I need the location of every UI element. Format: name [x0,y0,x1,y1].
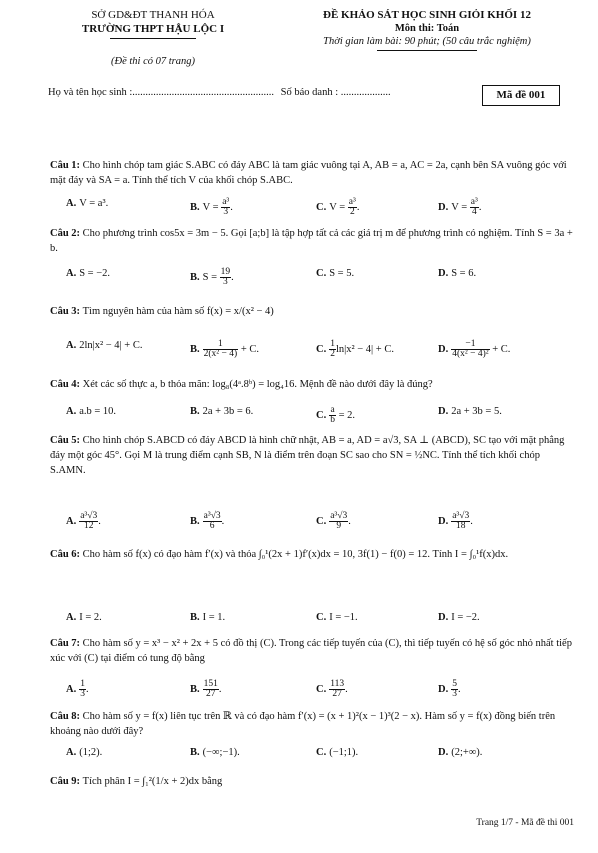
page-footer: Trang 1/7 - Mã đề thi 001 [476,818,574,828]
option-label: D. [438,683,449,695]
fraction-denominator: 2(x² − 4) [203,349,238,359]
answer-options-2 [66,268,576,286]
question-text: Tích phân I = ∫₁²(1/x + 2)dx bằng [82,776,223,787]
fraction-denominator: 27 [206,689,216,699]
question-9 [50,774,576,789]
option-fraction [348,198,357,217]
department-name: SỞ GD&ĐT THANH HÓA [91,9,215,21]
exam-code-box: Mã đề 001 [482,85,560,106]
option-prefix: S = [202,271,220,283]
header-divider-right [377,50,477,51]
answer-option-c[interactable] [316,340,394,359]
fraction-denominator: 4 [471,207,477,217]
option-suffix: = 2. [335,409,356,421]
option-fraction [329,680,345,699]
answer-option-b[interactable] [190,406,253,417]
question-8 [50,709,576,739]
option-label: C. [316,515,327,527]
fraction-denominator: 12 [83,521,94,531]
answer-options-6 [66,612,576,630]
answer-option-d[interactable] [438,512,473,531]
option-suffix: . [356,201,360,213]
option-fraction [470,198,479,217]
answer-option-a[interactable] [66,680,89,699]
option-label: C. [316,409,327,421]
option-text: I = −1. [329,612,358,623]
option-suffix: . [345,683,348,695]
question-text: Cho phương trình cos5x = 3m − 5. Gọi [a;b] là tập hợp tất cả các giá trị m để phương trình có nghiệm. Tính S = 3a + b. [50,228,573,254]
question-text: Cho hình chóp tam giác S.ABC có đáy ABC là tam giác vuông tại A, AB = a, AC = 2a, cạnh bên SA vuông góc với mặt đáy và SA = a. Tính thể tích V của khối chóp S.ABC. [50,160,567,186]
option-fraction [451,680,458,699]
question-label: Câu 1: [50,160,83,171]
fraction-denominator: 27 [332,689,342,699]
option-label: A. [66,683,77,695]
answer-option-d[interactable] [438,747,482,758]
answer-options-7 [66,680,576,698]
option-suffix: . [221,515,225,527]
option-text: 2ln|x² − 4| + C. [79,340,143,351]
answer-option-b[interactable] [190,680,222,699]
question-label: Câu 4: [50,379,83,390]
option-text: I = 2. [79,612,102,623]
option-suffix: . [348,515,351,527]
fraction-numerator: 19 [220,267,231,277]
option-text: (−∞;−1). [202,747,240,758]
fraction-denominator: 3 [452,689,457,699]
option-suffix: . [230,201,233,213]
question-text: Cho hàm số y = x³ − x² + 2x + 5 có đồ thị (C). Trong các tiếp tuyến của (C), thì tiếp tuyến có hệ số góc nhỏ nhất tiếp xúc với (C) tại điểm có tung độ bằng [50,638,572,664]
option-label: A. [66,268,77,279]
option-label: C. [316,683,327,695]
question-label: Câu 5: [50,435,83,446]
pages-note: (Đề thi có 07 trang) [111,56,195,67]
option-text: (−1;1). [329,747,359,758]
fraction-numerator: a³ [348,197,356,207]
option-fraction [220,268,232,287]
answer-option-a[interactable] [66,340,142,351]
fraction-numerator: 5 [452,679,457,689]
question-6 [50,547,576,562]
option-text: S = 5. [329,268,355,279]
fraction-denominator: b [330,415,335,425]
answer-option-d[interactable] [438,198,482,217]
answer-option-b[interactable] [190,340,259,359]
option-label: B. [190,747,200,758]
option-prefix: V = [329,201,348,213]
option-text: V = a³. [79,198,109,209]
option-text: (1;2). [79,747,103,758]
option-fraction [221,198,230,217]
option-fraction [329,512,348,531]
option-label: A. [66,198,77,209]
fraction-denominator: 3 [223,277,228,287]
school-name: TRƯỜNG THPT HẬU LỘC I [81,23,225,35]
option-label: D. [438,406,449,417]
option-label: A. [66,747,77,758]
fraction-denominator: 4(x² − 4)² [452,349,489,359]
option-text: S = −2. [79,268,111,279]
fraction-denominator: 3 [80,689,85,699]
option-label: D. [438,515,449,527]
option-label: B. [190,271,200,283]
answer-option-b[interactable] [190,747,240,758]
option-label: C. [316,747,327,758]
answer-option-c[interactable] [316,268,354,279]
question-text: Cho hình chóp S.ABCD có đáy ABCD là hình chữ nhật, AB = a, AD = a√3, SA ⊥ (ABCD), SC tạo với mặt phẳng đáy một góc 45°. Gọi M là trung điểm cạnh SB, N là điểm trên đoạn SC sao cho SN = ½NC. Tính thể tích khối chóp S.AMN. [50,435,565,476]
fraction-numerator: a³ [222,197,230,207]
student-info [48,87,488,98]
question-2 [50,226,576,256]
option-label: D. [438,612,449,623]
question-label: Câu 3: [50,306,83,317]
fraction-denominator: 9 [336,521,342,531]
option-fraction [451,512,470,531]
answer-option-a[interactable] [66,512,101,531]
answer-option-d[interactable] [438,268,476,279]
fraction-numerator: 1 [330,339,335,349]
answer-option-c[interactable] [316,198,360,217]
option-label: C. [316,268,327,279]
answer-option-a[interactable] [66,612,102,623]
fraction-numerator: 113 [330,679,345,689]
question-label: Câu 8: [50,711,83,722]
option-label: C. [316,343,327,355]
option-label: C. [316,612,327,623]
fraction-numerator: 1 [203,340,239,350]
fraction-numerator: 1 [80,679,85,689]
option-label: B. [190,515,200,527]
answer-option-a[interactable] [66,406,116,417]
answer-option-c[interactable] [316,406,355,425]
question-label: Câu 2: [50,228,83,239]
option-suffix: . [231,271,234,283]
option-label: B. [190,612,200,623]
fraction-denominator: 2 [330,349,335,359]
answer-option-b[interactable] [190,612,225,623]
fraction-numerator: a³√3 [203,511,221,521]
option-prefix: V = [451,201,470,213]
question-text: Tìm nguyên hàm của hàm số f(x) = x/(x² − 4) [82,306,274,317]
option-suffix: + C. [489,343,511,355]
fraction-numerator: a³√3 [330,511,348,521]
option-suffix: . [470,515,473,527]
option-suffix: ln|x² − 4| + C. [335,343,394,355]
answer-options-1 [66,198,576,216]
option-label: D. [438,268,449,279]
answer-option-d[interactable] [438,406,502,417]
subject: Môn thi: Toán [394,23,460,34]
header-left [48,8,258,39]
option-suffix: . [457,683,461,695]
option-label: A. [66,406,77,417]
answer-option-b[interactable] [190,198,233,217]
fraction-denominator: 3 [223,207,229,217]
option-suffix: + C. [238,343,259,355]
option-text: I = −2. [451,612,480,623]
answer-options-4 [66,406,576,424]
answer-options-8 [66,747,576,765]
fraction-denominator: 6 [209,521,215,531]
option-text: I = 1. [202,612,226,623]
student-id-label: Số báo danh : ................... [280,87,391,98]
header-divider-left [110,38,196,39]
answer-option-c[interactable] [316,747,358,758]
answer-option-c[interactable] [316,680,348,699]
option-label: C. [316,201,327,213]
answer-options-3 [66,340,576,358]
duration: Thời gian làm bài: 90 phút; (50 câu trắc nghiệm) [323,36,531,47]
question-7 [50,636,576,666]
question-label: Câu 7: [50,638,83,649]
option-prefix: V = [202,201,222,213]
option-fraction [203,680,219,699]
fraction-numerator: a³√3 [452,511,470,521]
question-text: Xét các số thực a, b thỏa mãn: log₈(4ᵃ.8ᵇ) = log₄16. Mệnh đề nào dưới đây là đúng? [82,379,433,390]
question-label: Câu 6: [50,549,83,560]
option-text: 2a + 3b = 6. [202,406,254,417]
answer-option-c[interactable] [316,612,358,623]
option-label: B. [190,343,200,355]
exam-title: ĐỀ KHẢO SÁT HỌC SINH GIỎI KHỐI 12 [323,9,531,21]
fraction-numerator: a³ [470,197,478,207]
option-label: B. [190,683,200,695]
option-suffix: . [98,515,101,527]
answer-option-d[interactable] [438,340,510,359]
option-suffix: . [218,683,222,695]
option-text: (2;+∞). [451,747,483,758]
option-text: a.b = 10. [79,406,117,417]
fraction-denominator: 2 [349,207,355,217]
option-text: 2a + 3b = 5. [451,406,502,417]
question-5 [50,433,576,478]
answer-option-b[interactable] [190,268,234,287]
option-suffix: . [478,201,482,213]
option-fraction [203,340,239,359]
fraction-numerator: a [330,405,335,415]
fraction-numerator: −1 [451,340,489,350]
fraction-numerator: 151 [203,679,218,689]
question-4 [50,377,576,392]
answer-option-b[interactable] [190,512,224,531]
option-fraction [79,512,98,531]
student-name-label: Họ và tên học sinh :...................................................... [48,87,275,98]
option-label: B. [190,201,200,213]
fraction-numerator: a³√3 [80,511,98,521]
option-label: B. [190,406,200,417]
fraction-denominator: 18 [455,521,466,531]
option-label: D. [438,343,449,355]
question-label: Câu 9: [50,776,83,787]
header-right [292,8,562,51]
option-label: D. [438,201,449,213]
option-suffix: . [85,683,89,695]
option-fraction [329,406,336,425]
answer-option-d[interactable] [438,612,480,623]
option-label: A. [66,612,77,623]
answer-option-a[interactable] [66,747,102,758]
answer-options-5 [66,512,576,530]
option-text: S = 6. [451,268,477,279]
question-3 [50,304,576,319]
question-text: Cho hàm số y = f(x) liên tục trên ℝ và có đạo hàm f′(x) = (x + 1)²(x − 1)³(2 − x). Hàm số y = f(x) đồng biến trên khoảng nào dưới đây? [50,711,556,737]
option-label: A. [66,340,77,351]
option-label: D. [438,747,449,758]
answer-option-a[interactable] [66,268,110,279]
option-fraction [79,680,86,699]
question-1 [50,158,576,188]
option-fraction [329,340,336,359]
answer-option-d[interactable] [438,680,461,699]
question-text: Cho hàm số f(x) có đạo hàm f′(x) và thỏa ∫₀¹(2x + 1)f′(x)dx = 10, 3f(1) − f(0) = 12. Tính I = ∫₀¹f(x)dx. [82,549,509,560]
option-fraction [451,340,489,359]
answer-option-c[interactable] [316,512,351,531]
answer-option-a[interactable] [66,198,108,209]
option-fraction [203,512,222,531]
option-label: A. [66,515,77,527]
